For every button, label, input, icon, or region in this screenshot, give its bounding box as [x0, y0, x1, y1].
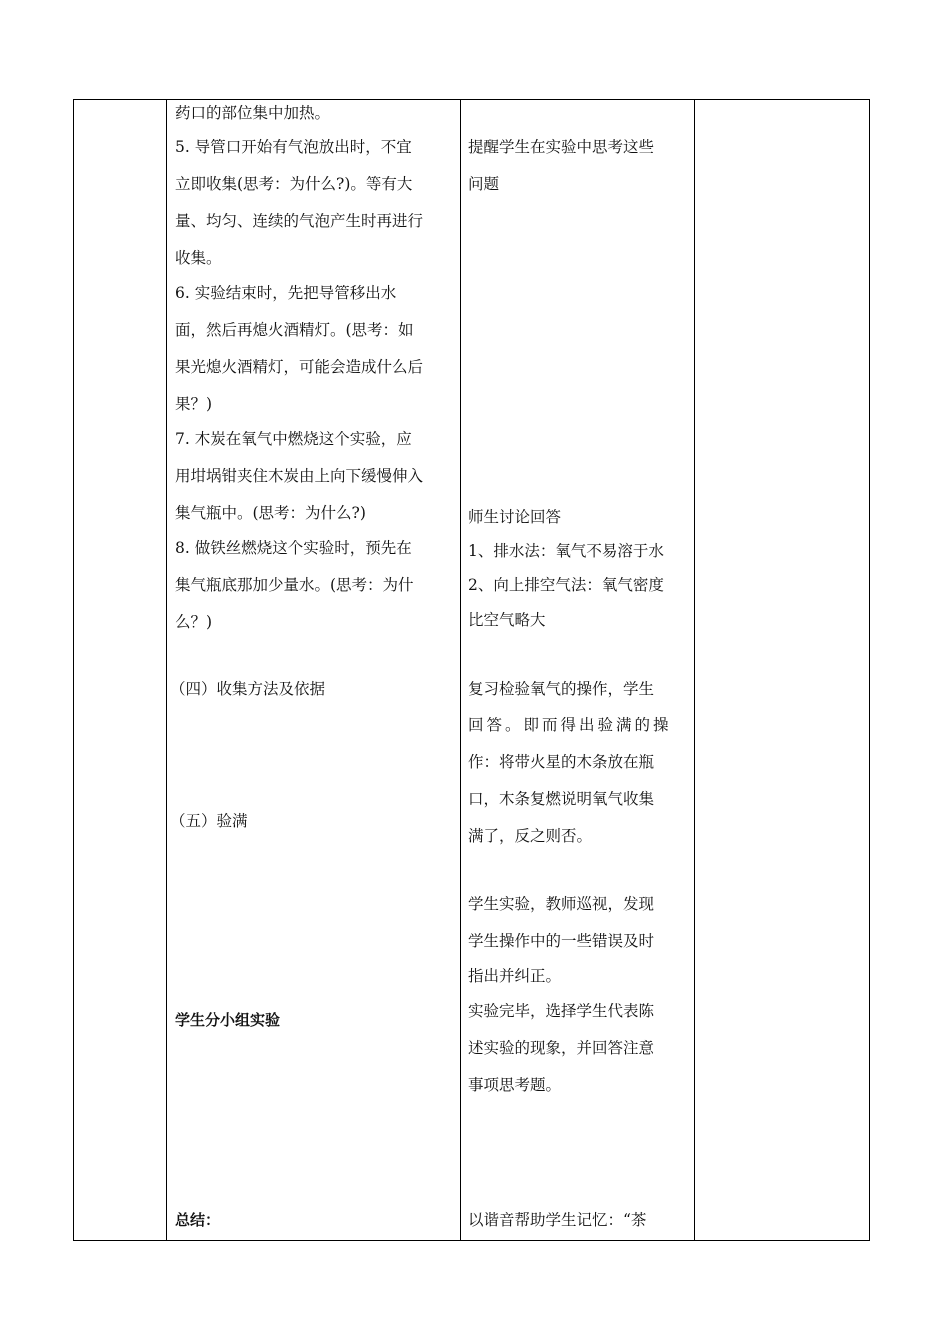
activity-line: 作：将带火星的木条放在瓶 — [468, 753, 655, 771]
content-line: 果？) — [175, 395, 213, 413]
content-line: 药口的部位集中加热。 — [175, 104, 331, 122]
content-line: 集气瓶底那加少量水。(思考：为什 — [175, 576, 414, 594]
activity-line: 以谐音帮助学生记忆：“茶 — [468, 1211, 647, 1229]
activity-line: 学生实验，教师巡视，发现 — [468, 895, 655, 913]
activity-line: 实验完毕，选择学生代表陈 — [468, 1002, 655, 1020]
activity-line: 口，木条复燃说明氧气收集 — [468, 790, 655, 808]
content-line: 5. 导管口开始有气泡放出时，不宜 — [175, 138, 412, 156]
content-line: 6. 实验结束时，先把导管移出水 — [175, 284, 397, 302]
content-line: 收集。 — [175, 249, 222, 267]
activity-line: 回答。即而得出验满的操 — [468, 716, 672, 734]
activity-line: 提醒学生在实验中思考这些 — [468, 138, 655, 156]
content-line: 立即收集(思考：为什么?)。等有大 — [175, 175, 413, 193]
section-heading: （四）收集方法及依据 — [170, 680, 326, 698]
lesson-table — [73, 99, 870, 1241]
activity-line: 满了，反之则否。 — [468, 827, 593, 845]
activity-line: 师生讨论回答 — [468, 508, 562, 526]
activity-line: 比空气略大 — [468, 611, 546, 629]
content-line: 用坩埚钳夹住木炭由上向下缓慢伸入 — [175, 467, 424, 485]
column-divider — [166, 100, 167, 1240]
section-heading: （五）验满 — [170, 812, 248, 830]
section-heading-bold: 总结： — [175, 1211, 221, 1229]
content-line: 么？) — [175, 613, 213, 631]
activity-line: 2、向上排空气法：氧气密度 — [468, 576, 664, 594]
activity-line: 指出并纠正。 — [468, 967, 562, 985]
content-line: 7. 木炭在氧气中燃烧这个实验，应 — [175, 430, 412, 448]
content-line: 面，然后再熄火酒精灯。(思考：如 — [175, 321, 414, 339]
column-divider — [694, 100, 695, 1240]
content-line: 果光熄火酒精灯，可能会造成什么后 — [175, 358, 424, 376]
activity-line: 述实验的现象，并回答注意 — [468, 1039, 655, 1057]
activity-line: 问题 — [468, 175, 500, 193]
column-divider — [460, 100, 461, 1240]
activity-line: 复习检验氧气的操作，学生 — [468, 680, 655, 698]
activity-line: 事项思考题。 — [468, 1076, 562, 1094]
section-heading-bold: 学生分小组实验 — [175, 1011, 281, 1029]
content-line: 8. 做铁丝燃烧这个实验时，预先在 — [175, 539, 412, 557]
activity-line: 1、排水法：氧气不易溶于水 — [468, 542, 664, 560]
content-line: 量、均匀、连续的气泡产生时再进行 — [175, 212, 424, 230]
content-line: 集气瓶中。(思考：为什么?) — [175, 504, 366, 522]
activity-line: 学生操作中的一些错误及时 — [468, 932, 655, 950]
